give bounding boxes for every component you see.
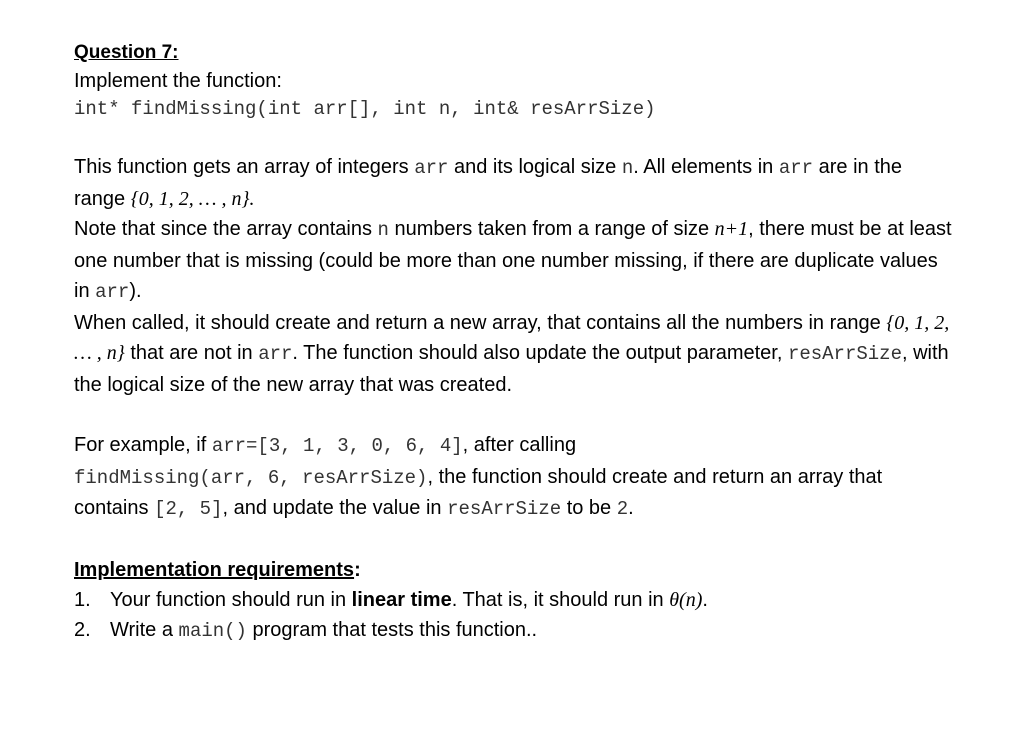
math-theta-n: θ(n) [669,588,703,611]
code-example-result: [2, 5] [154,498,223,520]
math-range: {0, 1, 2, … , n} [130,187,250,210]
math-range: {0, 1, 2, … , n} [74,311,950,364]
description-paragraph-2: Note that since the array contains n numbers taken from a range of size n+1, there must be at least one number that is missing (could be more than one number missing, if there are duplicate values in arr). [74,218,952,303]
bold-linear-time: linear time [351,588,452,611]
code-arr: arr [778,157,814,179]
question-title: Question 7: [74,42,179,63]
code-arr: arr [414,157,449,179]
requirements-list [74,585,954,646]
requirement-item-1: 1. Your function should run in linear time. That is, it should run in θ(n). [74,588,708,611]
requirements-title: Implementation requirements: [74,558,361,581]
example-paragraph: For example, if arr=[3, 1, 3, 0, 6, 4], after calling findMissing(arr, 6, resArrSize), the function should create and return an array that contains [2, 5], and update the value in resArrSize to be 2. [74,434,883,520]
code-main: main() [178,619,247,642]
code-arr: arr [95,281,130,303]
code-example-call: findMissing(arr, 6, resArrSize) [74,466,428,489]
code-example-two: 2 [616,498,629,520]
math-range-size: n+1 [714,218,749,240]
code-arr: arr [258,343,293,365]
code-n: n [377,219,389,241]
description-paragraph-1: This function gets an array of integers arr and its logical size n. All elements in arr are in the range {0, 1, 2, … , n}. [74,156,903,210]
question-intro: Implement the function: [74,70,282,92]
code-example-arr: arr=[3, 1, 3, 0, 6, 4] [211,435,463,457]
code-res-arr-size: resArrSize [787,343,902,365]
function-signature: int* findMissing(int arr[], int n, int& resArrSize) [74,98,656,120]
description-paragraph-3: When called, it should create and return a new array, that contains all the numbers in range {0, 1, 2, … , n} that are not in arr. The function should also update the output parameter, resArrSize, with the logical size of the new array that was created. [74,311,950,396]
document-page [74,40,954,646]
code-n: n [621,157,634,179]
code-res-arr-size: resArrSize [447,498,562,520]
requirement-item-2: 2. Write a main() program that tests this function.. [74,618,538,642]
